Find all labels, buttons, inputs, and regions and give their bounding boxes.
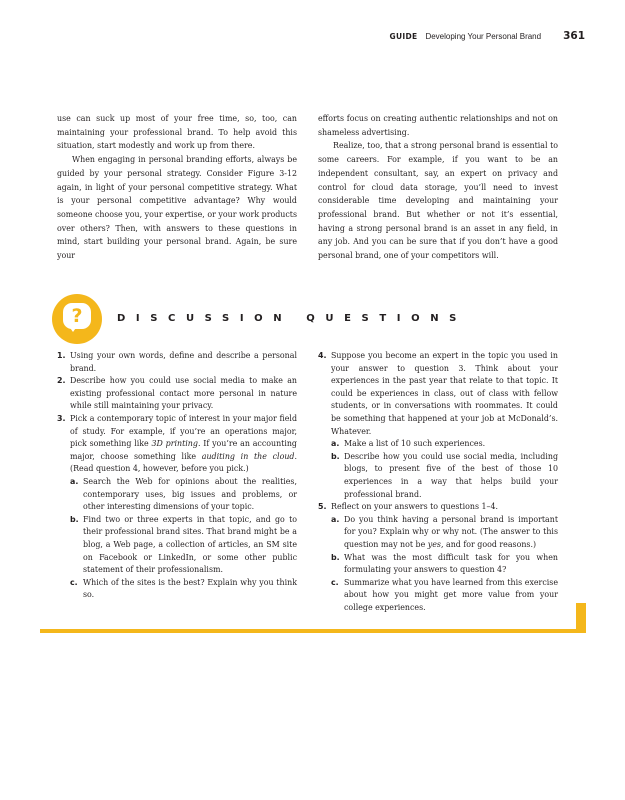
sub-text: Describe how you could use social media, including blogs, to present five of the best of those 10 experiences in a way that helps build your professional brand. [344, 451, 558, 499]
sub-letter: b. [70, 514, 79, 524]
question-text: Reflect on your answers to questions 1–4. [331, 502, 499, 512]
question-text: Suppose you become an expert in the topic you used in your answer to question 3. Think about your experiences in the past year that relate to that topic. It could be experiences in class, out of class with fellow students, or in conversations with roommates. It could be something that happened at your job at McDonald’s. Whatever. [331, 351, 558, 436]
sub-letter: b. [331, 451, 340, 461]
question-item [318, 350, 558, 438]
sub-text: Which of the sites is the best? Explain why you think so. [83, 577, 297, 600]
section-heading: DISCUSSION QUESTIONS [117, 313, 467, 324]
bottom-rule-post [576, 603, 586, 633]
guide-tag: GUIDE [389, 32, 418, 41]
sub-text: Find two or three experts in that topic, and go to their professional brand sites. That brand might be a blog, a Web page, a collection of articles, an SM site on Facebook or LinkedIn, or some other public statement of their professionalism. [83, 514, 297, 575]
sub-letter: a. [331, 439, 340, 449]
question-number: 4. [318, 351, 327, 360]
question-number: 1. [57, 351, 66, 360]
body-column-left [57, 112, 297, 263]
page-number: 361 [563, 30, 585, 42]
sub-question [70, 476, 297, 514]
text-run: Do you think having a personal brand is important for you? Explain why or why not. (The answer to this question may not be [344, 514, 558, 549]
text-run: , and for good reasons.) [440, 539, 537, 549]
sub-letter: c. [70, 577, 78, 587]
emphasis: auditing in the cloud [201, 451, 295, 461]
sub-letter: c. [331, 577, 339, 587]
header-title: Developing Your Personal Brand [425, 32, 542, 41]
sub-question [331, 552, 558, 577]
sub-text: Summarize what you have learned from this exercise about how you might get more value from your college experiences. [344, 577, 558, 612]
question-text: Using your own words, define and describe a personal brand. [70, 351, 297, 373]
sub-letter: a. [331, 514, 340, 524]
sub-question [70, 514, 297, 577]
question-number: 3. [57, 413, 66, 423]
body-paragraph: use can suck up most of your free time, so, too, can maintaining your professional brand. To help avoid this situation, start modestly and work up from there. [57, 114, 297, 151]
text-run: Pick a contemporary topic of interest in your major field of study. For example, if you’re an operations major, pick something like [70, 413, 297, 449]
body-paragraph: Realize, too, that a strong personal brand is essential to some careers. For example, if you want to be an independent consultant, say, an expert on privacy and control for cloud data storage, you’ll need to invest considerable time developing and maintaining your professional brand. But whether or not it’s essential, having a strong personal brand is an asset in any field, in any job. And you can be sure that if you don’t have a good personal brand, one of your competitors will. [318, 141, 558, 261]
speech-bubble: ? [63, 303, 91, 329]
body-column-right [318, 112, 558, 263]
sub-question [331, 514, 558, 552]
question-item [57, 350, 297, 375]
bottom-rule [40, 629, 577, 633]
body-paragraph: efforts focus on creating authentic relationships and not on shameless advertising. [318, 114, 558, 137]
emphasis: 3D printing [151, 439, 198, 449]
question-mark-icon [52, 294, 102, 344]
text-run: . (Read question 4, however, before you pick.) [70, 451, 297, 474]
question-text: Describe how you could use social media to make an existing professional contact more personal in nature while still maintaining your privacy. [70, 376, 297, 411]
question-number: 2. [57, 376, 66, 386]
questions-column-right [318, 350, 558, 614]
question-item [57, 375, 297, 413]
sub-question [70, 577, 297, 602]
sub-text: What was the most difficult task for you when formulating your answers to question 4? [344, 552, 558, 575]
sub-question [331, 438, 558, 451]
question-text [70, 413, 297, 476]
running-header [390, 30, 585, 42]
sub-question [331, 577, 558, 615]
sub-letter: a. [70, 476, 79, 486]
sub-letter: b. [331, 552, 340, 562]
question-item [57, 413, 297, 476]
emphasis: yes [427, 539, 441, 549]
sub-text: Search the Web for opinions about the realities, contemporary uses, big issues and problems, or other interesting dimensions of your topic. [83, 476, 297, 512]
speech-bubble-tail [68, 325, 78, 332]
body-paragraph: When engaging in personal branding efforts, always be guided by your personal strategy. Consider Figure 3-12 again, in light of your personal competitive strategy. What is your personal competitive advantage? Why would someone choose you, your expertise, or your work products over others? Then, with answers to these questions in mind, start building your personal brand. Again, be sure your [57, 155, 297, 261]
sub-text: Make a list of 10 such experiences. [344, 439, 486, 449]
question-number: 5. [318, 502, 327, 512]
sub-question [331, 451, 558, 501]
sub-text [344, 514, 558, 552]
text-run: . If you’re an accounting major, choose something like [70, 439, 297, 461]
question-item [318, 501, 558, 514]
questions-column-left [57, 350, 297, 602]
